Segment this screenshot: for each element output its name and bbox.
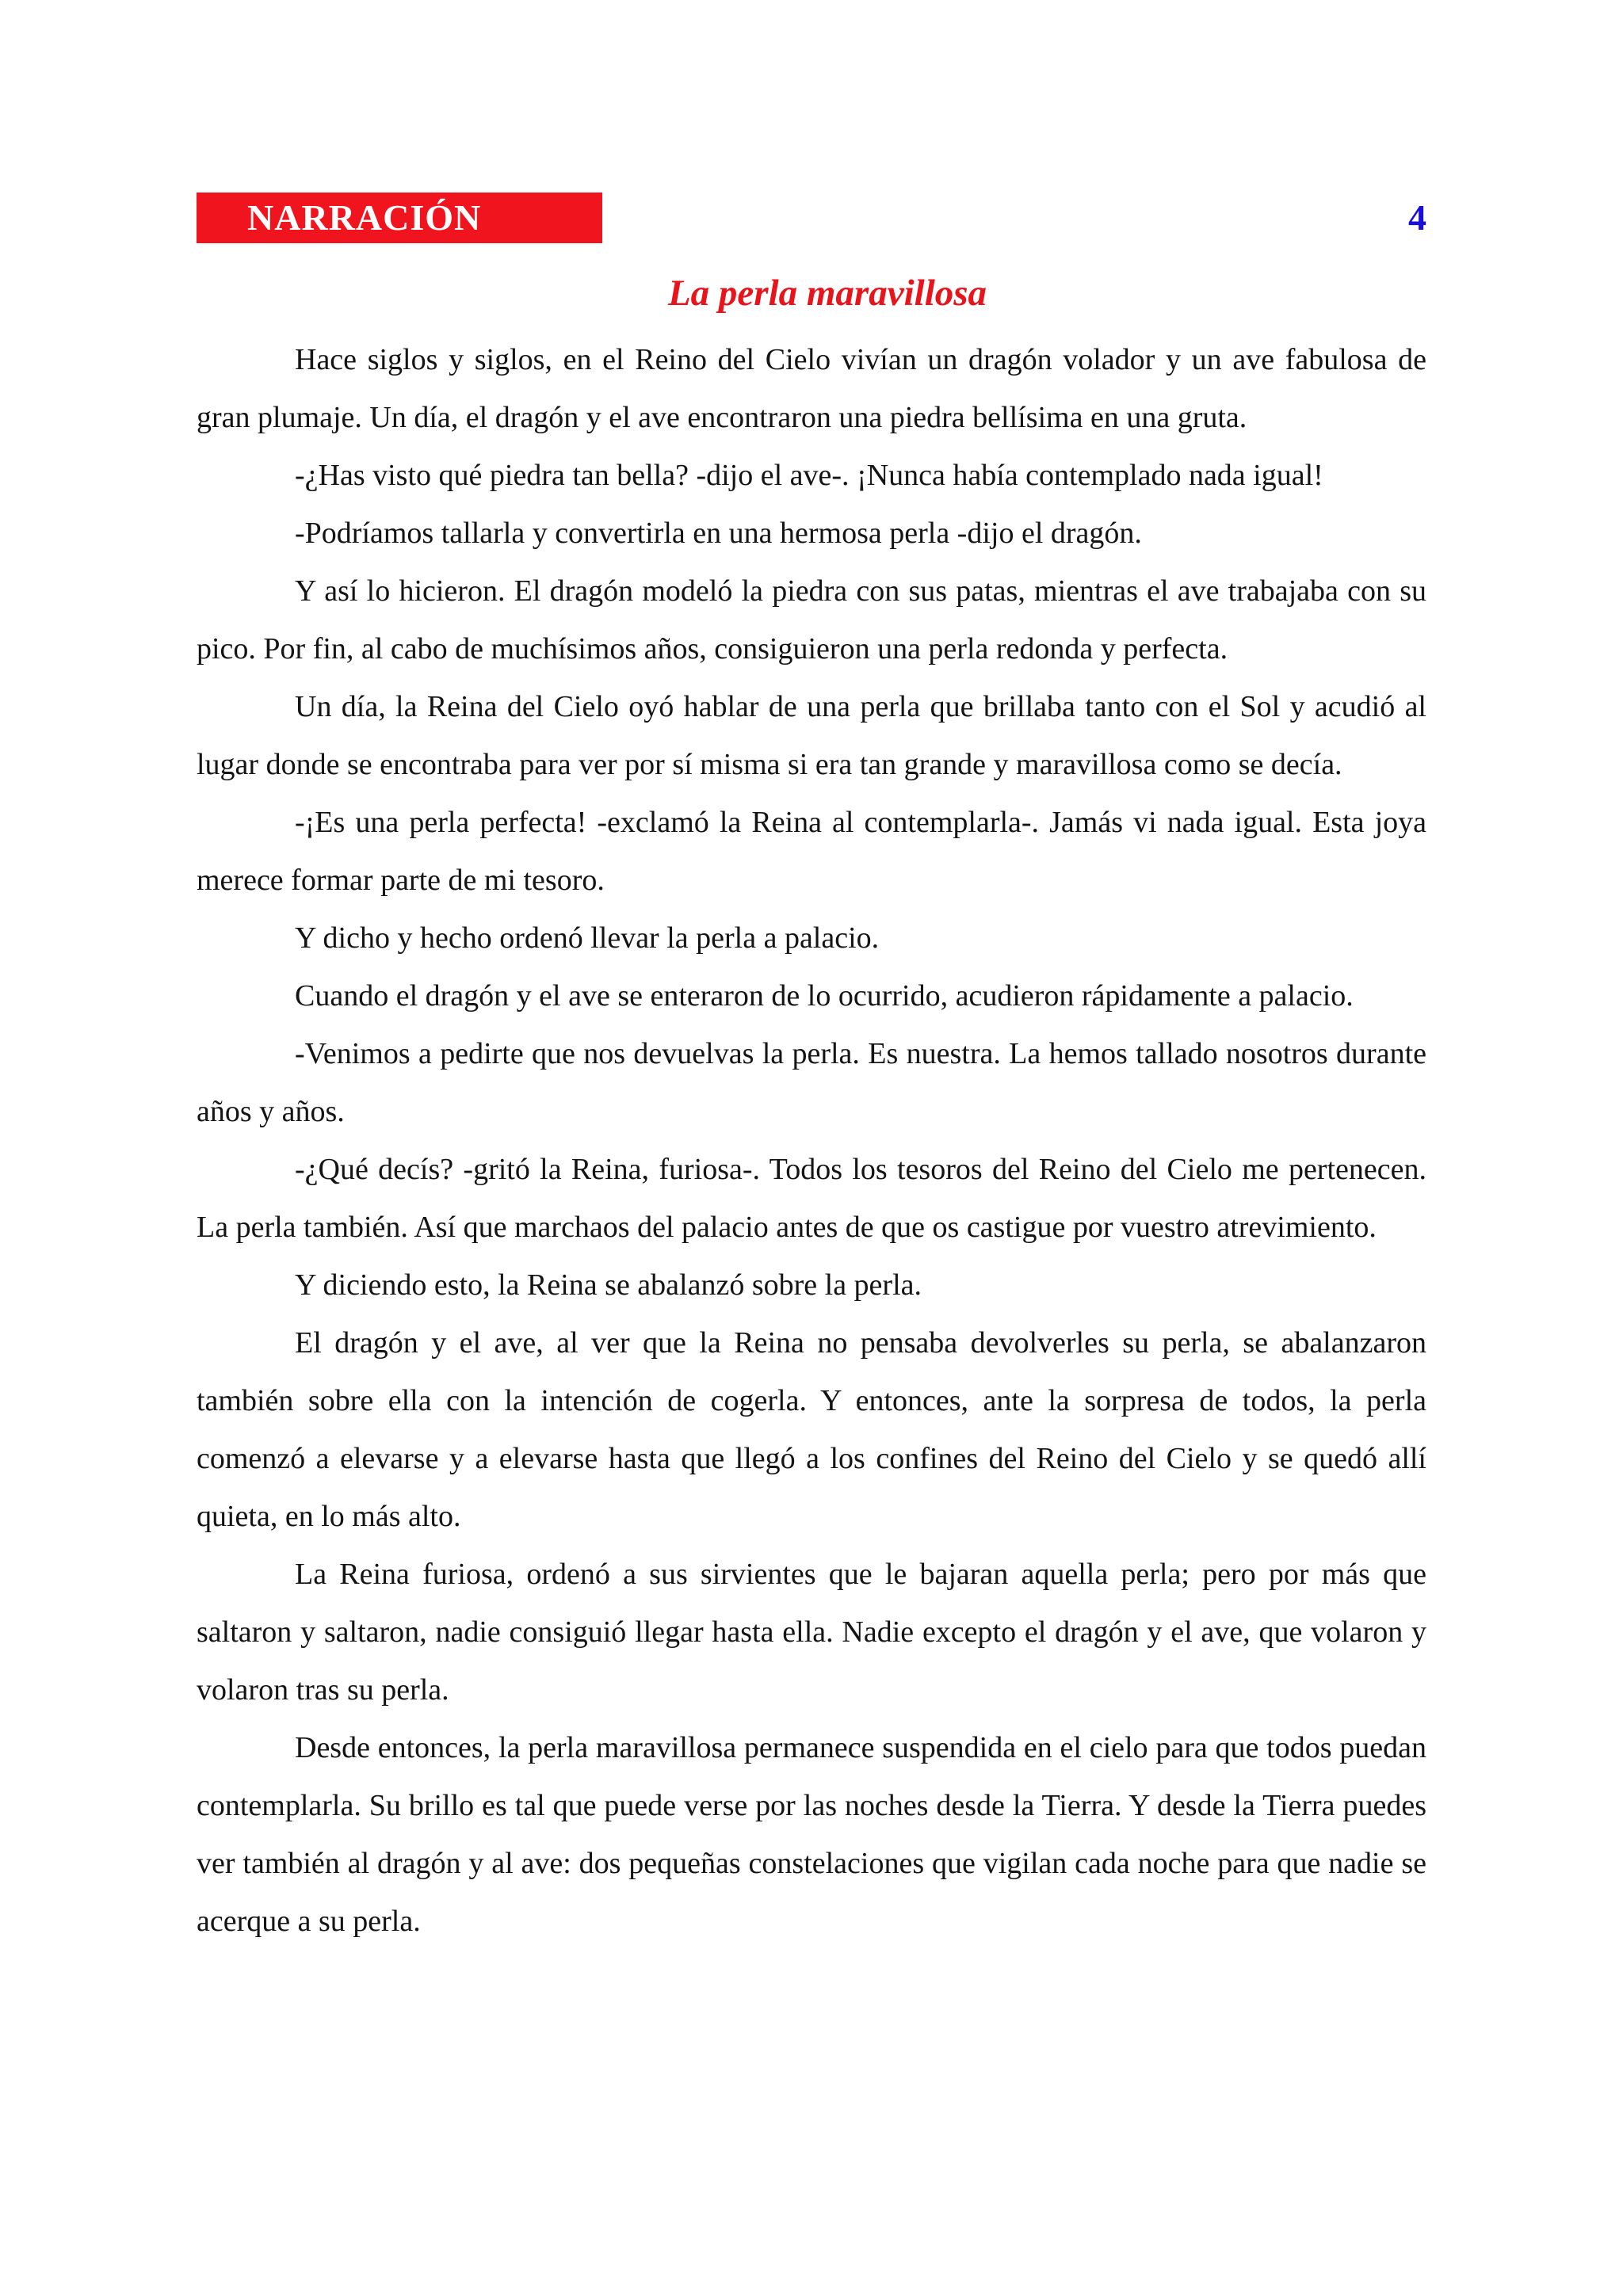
paragraph: La Reina furiosa, ordenó a sus sirvientes que le bajaran aquella perla; pero por más que saltaron y saltaron, nadie consiguió llegar hasta ella. Nadie excepto el dragón y el ave, que volaron y volaron tras su perla.: [197, 1558, 1426, 1707]
page-number: 4: [1408, 197, 1426, 238]
story-body: [197, 331, 1426, 1951]
paragraph: Y dicho y hecho ordenó llevar la perla a palacio.: [295, 921, 880, 955]
paragraph: -¿Qué decís? -gritó la Reina, furiosa-. Todos los tesoros del Reino del Cielo me pertenecen. La perla también. Así que marchaos del palacio antes de que os castigue por vuestro atrevimiento.: [197, 1153, 1426, 1244]
paragraph: -Podríamos tallarla y convertirla en una hermosa perla -dijo el dragón.: [295, 517, 1142, 550]
paragraph: -¿Has visto qué piedra tan bella? -dijo el ave-. ¡Nunca había contemplado nada igual!: [295, 459, 1323, 492]
section-header-bar: [197, 193, 602, 243]
paragraph: Un día, la Reina del Cielo oyó hablar de una perla que brillaba tanto con el Sol y acudió al lugar donde se encontraba para ver por sí misma si era tan grande y maravillosa como se decía.: [197, 690, 1426, 781]
paragraph: -Venimos a pedirte que nos devuelvas la perla. Es nuestra. La hemos tallado nosotros durante años y años.: [197, 1037, 1426, 1128]
paragraph: Cuando el dragón y el ave se enteraron de lo ocurrido, acudieron rápidamente a palacio.: [295, 979, 1354, 1013]
section-label: NARRACIÓN: [247, 197, 482, 238]
paragraph: El dragón y el ave, al ver que la Reina no pensaba devolverles su perla, se abalanzaron también sobre ella con la intención de cogerla. Y entonces, ante la sorpresa de todos, la perla comenzó a elevarse y a elevarse hasta que llegó a los confines del Reino del Cielo y se quedó allí quieta, en lo más alto.: [197, 1326, 1426, 1533]
paragraph: Desde entonces, la perla maravillosa permanece suspendida en el cielo para que todos puedan contemplarla. Su brillo es tal que puede verse por las noches desde la Tierra. Y desde la Tierra puedes ver también al dragón y al ave: dos pequeñas constelaciones que vigilan cada noche para que nadie se acerque a su perla.: [197, 1731, 1426, 1938]
paragraph: Y así lo hicieron. El dragón modeló la piedra con sus patas, mientras el ave trabajaba con su pico. Por fin, al cabo de muchísimos años, consiguieron una perla redonda y perfecta.: [197, 574, 1426, 666]
paragraph: -¡Es una perla perfecta! -exclamó la Reina al contemplarla-. Jamás vi nada igual. Esta joya merece formar parte de mi tesoro.: [197, 806, 1426, 897]
paragraph: Hace siglos y siglos, en el Reino del Cielo vivían un dragón volador y un ave fabulosa de gran plumaje. Un día, el dragón y el ave encontraron una piedra bellísima en una gruta.: [197, 343, 1426, 434]
story-title: La perla maravillosa: [667, 273, 987, 314]
paragraph: Y diciendo esto, la Reina se abalanzó sobre la perla.: [295, 1268, 922, 1302]
